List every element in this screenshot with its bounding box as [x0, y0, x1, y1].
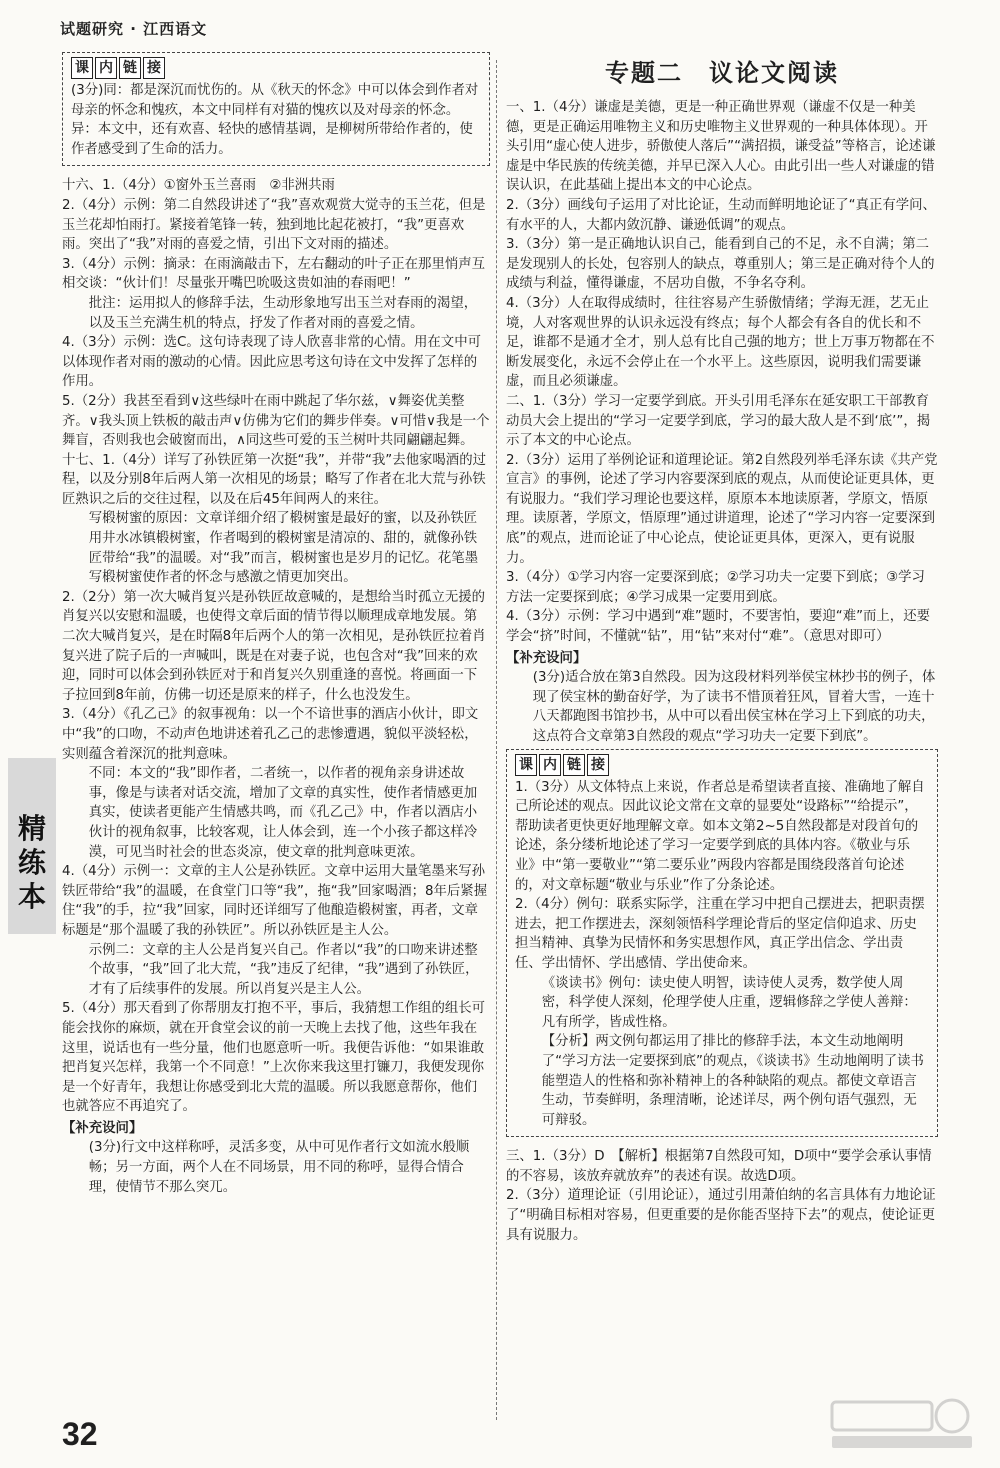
answer-item: 3.（4分）①学习内容一定要深到底；②学习功夫一定要下到底；③学习方法一定要探到底；④学习成果一定要用到底。 [506, 570, 925, 605]
tag-char: 接 [143, 57, 165, 79]
side-label: 精练本 [17, 812, 46, 913]
answer-item: 三、1.（3分）D 【解析】根据第7自然段可知，D项中“要学会承认事情的不容易，该放弃就放弃”的表述有误。故选D项。 [506, 1149, 932, 1184]
answer-item: 2.（3分）画线句子运用了对比论证，生动而鲜明地论证了“真正有学问、有水平的人，大都内敛沉静、谦逊低调”的观点。 [506, 197, 936, 233]
answer-item: 2.（3分）运用了举例论证和道理论证。第2自然段列举毛泽东读《共产党宣言》的事例，论述了学习内容要深到底的观点，从而使论证更具体，更有说服力。“我们学习理论也要这样，原原本本地读原著，学原文，悟原理。读原著，学原文，悟原理”通过讲道理，论述了“学习内容一定要深到底”的观点，进而论证了中心论点，使论证更具体，更深入，更有说服力。 [506, 452, 938, 566]
box-line: 《谈读书》例句：读史使人明智，读诗使人灵秀，数学使人周密，科学使人深刻，伦理学使人庄重，逻辑修辞之学使人善辩：凡有所学，皆成性格。 [541, 975, 917, 1030]
answer-item: 2.（2分）第一次大喊肖复兴是孙铁匠故意喊的，是想给当时孤立无援的肖复兴以安慰和温暖，也使得文章后面的情节得以顺理成章地发展。第二次大喊肖复兴，是在时隔8年后两个人的第一次相见，是孙铁匠拉着肖复兴进了院子后的一声喊叫，既是在对妻子说，也包含对“我”回来的欢迎，同时可以体会到孙铁匠对于和肖复兴久别重逢的喜悦。将画面一下子拉回到8年前，仿佛一切还是原来的样子，什么也没发生。 [62, 589, 486, 703]
answer-item: 3.（4分）示例：摘录：在雨滴敲击下，左右翻动的叶子正在那里悄声互相交谈：“伙计们！尽量张开嘴巴吮吸这贵如油的春雨吧！” [62, 256, 486, 292]
supplement-label: 【补充设问】 [62, 1120, 143, 1136]
answer-item: 4.（4分）示例一：文章的主人公是孙铁匠。文章中运用大量笔墨来写孙铁匠带给“我”的温暖，在食堂门口等“我”，拖“我”回家喝酒；8年后紧握住“我”的手，拉“我”回家，同时还详细写了他酿造椴树蜜，再者，文章标题是“那个温暖了我的孙铁匠”。所以孙铁匠是主人公。 [62, 864, 488, 938]
answer-item: 示例二：文章的主人公是肖复兴自己。作者以“我”的口吻来讲述整个故事，“我”回了北大荒，“我”违反了纪律，“我”遇到了孙铁匠，才有了后续事件的发展。所以肖复兴是主人公。 [88, 942, 479, 997]
section-title-part: 专题二 [605, 58, 683, 87]
section-title [506, 56, 938, 90]
lesson-link-tag [515, 754, 609, 776]
supplement-text: (3分)适合放在第3自然段。因为这段材料列举侯宝林抄书的例子，体现了侯宝林的勤奋好学，为了读书不惜顶着狂风，冒着大雪，一连十八天都跑图书馆抄书，从中可以看出侯宝林在学习上下到底的功夫，这点符合文章第3自然段的观点“学习功夫一定要下到底”。 [532, 670, 936, 744]
answer-item: 2.（3分）道理论证（引用论证），通过引用萧伯纳的名言具体有力地论证了“明确目标相对容易，但更重要的是你能否坚持下去”的观点，使论证更具有说服力。 [506, 1188, 936, 1243]
page-number: 32 [62, 1416, 98, 1452]
left-column [62, 50, 490, 1197]
answer-item: 2.（4分）示例：第二自然段讲述了“我”喜欢观赏大觉寺的玉兰花，但是玉兰花却怕雨打。紧接着笔锋一转，独到地比起花被打，“我”更喜欢雨。突出了“我”对雨的喜爱之情，引出下文对雨的描述。 [62, 197, 486, 253]
answer-item: 4.（3分）人在取得成绩时，往往容易产生骄傲情绪；学海无涯，艺无止境，人对客观世界的认识永远没有终点；每个人都会有各自的优长和不足，谁都不是通才全才，别人总有比自己强的地方；世上万事万物都在不断发展变化，永远不会停止在一个水平上。这些原因，说明我们需要谦虚，而且必须谦虚。 [506, 295, 935, 390]
watermark-logo [822, 1394, 982, 1454]
tag-char: 链 [119, 57, 141, 79]
section-title-part: 议论文阅读 [709, 58, 839, 87]
answer-item: 十六、1.（4分）①窗外玉兰喜雨 ②非洲共雨 [62, 178, 335, 194]
answer-item: 写椴树蜜的原因：文章详细介绍了椴树蜜是最好的蜜，以及孙铁匠用井水冰镇椴树蜜，作者喝到的椴树蜜是清凉的、甜的，就像孙铁匠带给“我”的温暖。对“我”而言，椴树蜜也是岁月的记忆。花笔墨写椴树蜜使作者的怀念与感激之情更加突出。 [88, 511, 479, 586]
page-header: 试题研究 · 江西语文 [60, 20, 208, 38]
answer-item: 4.（3分）示例：学习中遇到“难”题时，不要害怕，要迎“难”而上，还要学会“挤”时间，不懂就“钻”，用“钻”来对付“难”。（意思对即可） [506, 609, 930, 645]
answer-item: 批注：运用拟人的修辞手法，生动形象地写出玉兰对春雨的渴望，以及玉兰充满生机的特点，抒发了作者对雨的喜爱之情。 [88, 295, 478, 331]
box-line: 【分析】两文例句都运用了排比的修辞手法，本文生动地阐明了“学习方法一定要探到底”的观点，《谈读书》生动地阐明了读书能塑造人的性格和弥补精神上的各种缺陷的观点。都使文章语言生动，节奏鲜明，条理清晰，论述详尽，两个例句语气强烈，无可辩驳。 [541, 1034, 924, 1128]
answer-item: 二、1.（3分）学习一定要学到底。开头引用毛泽东在延安职工干部教育动员大会上提出的“学习一定要学到底，学习的最大敌人是不到‘底’”，揭示了本文的中心论点。 [506, 393, 931, 449]
box-line: 1.（3分）从文体特点上来说，作者总是希望读者直接、准确地了解自己所论述的观点。因此议论文常在文章的显要处“设路标”“给提示”，帮助读者更快更好地理解文章。如本文第2~5自然段都是对段首句的论述，条分缕析地论述了学习一定要学到底的具体内容。《敬业与乐业》中“第一要敬业”“第二要乐业”两段内容都是围绕段落首句论述的，对文章标题“敬业与乐业”作了分条论述。 [515, 779, 925, 893]
tag-char: 课 [71, 57, 93, 79]
column-divider [496, 60, 497, 1420]
tag-char: 链 [563, 754, 585, 776]
box-line: (3分)同：都是深沉而忧伤的。从《秋天的怀念》中可以体会到作者对母亲的怀念和愧疚，本文中同样有对猫的愧疚以及对母亲的怀念。 [71, 83, 479, 118]
answer-item: 一、1.（4分）谦虚是美德，更是一种正确世界观（谦虚不仅是一种美德，更是正确运用唯物主义和历史唯物主义世界观的一种具体体现）。开头引用“虚心使人进步，骄傲使人落后”“满招损，谦受益”等格言，论述谦虚是中华民族的传统美德，并早已深入人心。由此引出一些人对谦虚的错误认识，在此基础上提出本文的中心论点。 [506, 100, 936, 194]
tag-char: 内 [95, 57, 117, 79]
lesson-link-tag [71, 57, 165, 79]
supplement-label: 【补充设问】 [506, 650, 587, 666]
answer-item: 5.（4分）那天看到了你帮朋友打抱不平，事后，我猜想工作组的组长可能会找你的麻烦，就在开食堂会议的前一天晚上去找了他，这些年我在这里，说话也有一些分量，他们也愿意听一听。我便告诉他：“如果谁敢把肖复兴怎样，我第一个不同意！”上次你来我这里打镰刀，我便发现你是一个好青年，我想让你感受到北大荒的温暖。所以我愿意帮你，他们也就答应不再追究了。 [62, 1001, 486, 1115]
right-column [506, 50, 938, 1245]
answer-item: 十七、1.（4分）详写了孙铁匠第一次挺“我”，并带“我”去他家喝酒的过程，以及分别8年后两人第一次相见的场景；略写了作者在北大荒与孙铁匠熟识之后的交往过程，以及在后45年间两人的来往。 [62, 452, 486, 507]
answer-item: 4.（3分）示例：选C。这句诗表现了诗人欣喜非常的心情。用在文中可以体现作者对雨的激动的心情。因此应思考这句诗在文中发挥了怎样的作用。 [62, 335, 481, 390]
answer-item: 不同：本文的“我”即作者，二者统一，以作者的视角亲身讲述故事，像是与读者对话交流，增加了文章的真实性，使作者情感更加真实，使读者更能产生情感共鸣，而《孔乙己》中，作者以酒店小伙计的视角叙事，比较客观，让人体会到，连一个小孩子都这样冷漠，可见当时社会的世态炎凉，使文章的批判意味更浓。 [88, 766, 478, 860]
box-line: 2.（4分）例句：联系实际学，注重在学习中把自己摆进去，把职责摆进去，把工作摆进去，深刻领悟科学理论背后的坚定信仰追求、历史担当精神、真挚为民情怀和务实思想作风，真正学出信念、学出责任、学出情怀、学出感情、学出使命来。 [515, 897, 925, 971]
tag-char: 接 [587, 754, 609, 776]
answer-item: 3.（4分）《孔乙己》的叙事视角：以一个不谙世事的酒店小伙计，即文中“我”的口吻，不动声色地讲述着孔乙己的悲惨遭遇，貌似平淡轻松，实则蕴含着深沉的批判意味。 [62, 707, 479, 762]
lesson-link-box [506, 749, 938, 1138]
supplement-text: (3分)行文中这样称呼，灵活多变，从中可见作者行文如流水般顺畅；另一方面，两个人在不同场景，用不同的称呼，显得合情合理，使情节不那么突兀。 [88, 1140, 470, 1195]
tag-char: 课 [515, 754, 537, 776]
answer-item: 3.（3分）第一是正确地认识自己，能看到自己的不足，永不自满；第二是发现别人的长处，包容别人的缺点，尊重别人；第三是正确对待个人的成绩与利益，懂得谦虚，不居功自傲，不争名夺利。 [506, 237, 935, 292]
lesson-link-box [62, 52, 490, 166]
tag-char: 内 [539, 754, 561, 776]
box-line: 异：本文中，还有欢喜、轻快的感情基调，是柳树所带给作者的，使作者感受到了生命的活力。 [71, 122, 473, 157]
answer-item: 5.（2分）我甚至看到∨这些绿叶在雨中跳起了华尔兹，∨舞姿优美整齐。∨我头顶上铁板的敲击声∨仿佛为它们的舞步伴奏。∨可惜∨我是一个舞盲，否则我也会破窗而出，∧同这些可爱的玉兰树叶共同翩翩起舞。 [62, 393, 490, 449]
